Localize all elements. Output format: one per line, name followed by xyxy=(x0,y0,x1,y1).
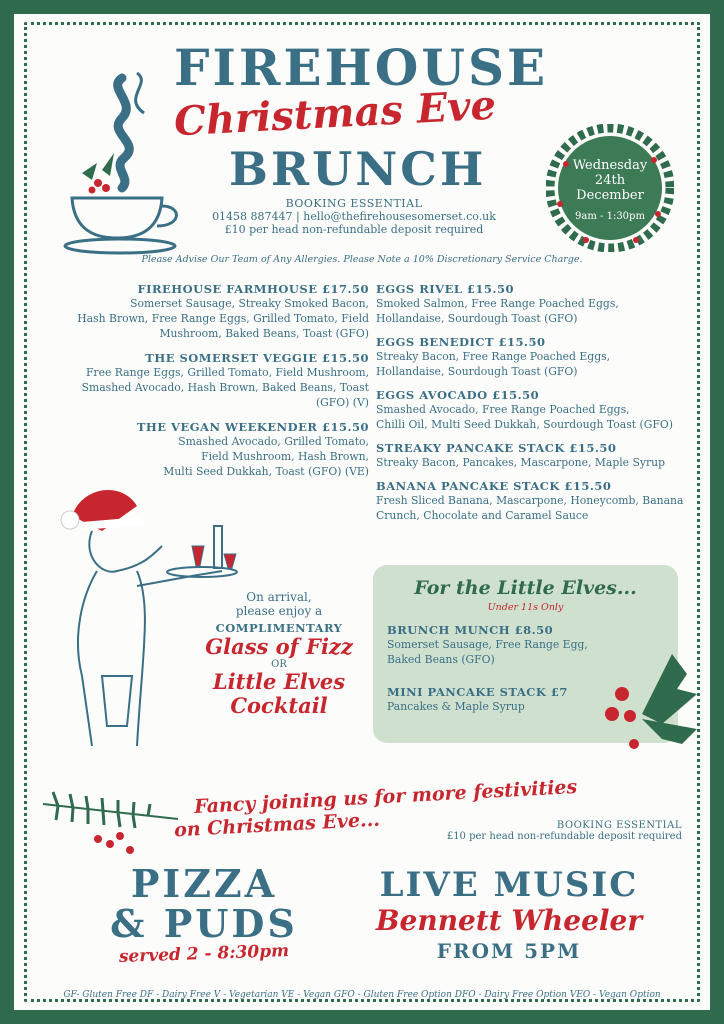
menu-item-desc: Somerset Sausage, Streaky Smoked Bacon, xyxy=(130,297,369,310)
menu-item-desc: Multi Seed Dukkah, Toast (GFO) (VE) xyxy=(163,465,369,478)
menu-item-desc: Field Mushroom, Hash Brown, xyxy=(201,450,369,463)
menu-poster xyxy=(14,14,710,1010)
music-from: FROM 5PM xyxy=(436,939,582,963)
elves-subtitle: Under 11s Only xyxy=(487,602,564,613)
menu-item xyxy=(54,420,369,479)
title-brunch: BRUNCH xyxy=(229,142,487,196)
festivities-line1: Fancy joining us for more festivities xyxy=(193,775,578,819)
arrival-or: OR xyxy=(271,659,287,670)
puds-title: & PUDS xyxy=(110,901,298,946)
menu-item xyxy=(376,335,706,379)
menu-item-desc: Fresh Sliced Banana, Mascarpone, Honeycomb, Banana xyxy=(376,494,684,507)
arrival-cocktail1: Little Elves xyxy=(212,669,346,694)
menu-item-desc: Smashed Avocado, Hash Brown, Baked Beans, Toast xyxy=(81,381,369,394)
title-firehouse: FIREHOUSE xyxy=(174,38,549,97)
badge-day: Wednesday xyxy=(572,158,648,173)
arrival-line2: please enjoy a xyxy=(235,604,323,618)
title-christmas-eve: Christmas Eve xyxy=(172,81,498,146)
menu-item-desc: Hollandaise, Sourdough Toast (GFO) xyxy=(376,365,578,378)
menu-item-desc: Crunch, Chocolate and Caramel Sauce xyxy=(376,509,589,522)
menu-item-desc: Mushroom, Baked Beans, Toast (GFO) xyxy=(159,327,369,340)
menu-item-desc: Smashed Avocado, Free Range Poached Eggs, xyxy=(376,403,630,416)
pine-branch-icon xyxy=(38,784,188,864)
menu-item xyxy=(376,388,706,432)
holly-icon xyxy=(602,634,702,764)
menu-item-title: FIREHOUSE FARMHOUSE £17.50 xyxy=(137,282,369,296)
menu-item xyxy=(54,351,369,410)
menu-item-title: THE VEGAN WEEKENDER £15.50 xyxy=(136,420,369,434)
date-badge xyxy=(546,124,674,252)
menu-item-desc: Free Range Eggs, Grilled Tomato, Field Mushroom, xyxy=(85,366,369,379)
festivities-line2: on Christmas Eve... xyxy=(173,808,381,842)
arrival-cocktail2: Cocktail xyxy=(230,693,328,718)
menu-item-desc: Hollandaise, Sourdough Toast (GFO) xyxy=(376,312,578,325)
menu-item-title: MINI PANCAKE STACK £7 xyxy=(387,685,568,699)
booking-essential: BOOKING ESSENTIAL xyxy=(285,197,423,210)
music-artist: Bennett Wheeler xyxy=(375,904,643,937)
menu-item-title: THE SOMERSET VEGGIE £15.50 xyxy=(145,351,369,365)
menu-item-desc: Chilli Oil, Multi Seed Dukkah, Sourdough Toast (GFO) xyxy=(376,418,673,431)
coffee-cup-icon xyxy=(52,58,192,258)
menu-item-title: BRUNCH MUNCH £8.50 xyxy=(387,623,554,637)
pizza-title: PIZZA xyxy=(130,861,278,906)
festivities-deposit: £10 per head non-refundable deposit required xyxy=(446,831,682,842)
badge-month: December xyxy=(576,188,644,203)
menu-item-desc: Smashed Avocado, Grilled Tomato, xyxy=(178,435,369,448)
menu-item-desc: Smoked Salmon, Free Range Poached Eggs, xyxy=(376,297,619,310)
menu-item-desc: Pancakes & Maple Syrup xyxy=(387,700,525,713)
badge-date: 24th xyxy=(594,173,626,188)
menu-item xyxy=(376,282,706,326)
arrival-line1: On arrival, xyxy=(246,590,312,604)
menu-item-title: EGGS RIVEL £15.50 xyxy=(376,282,514,296)
menu-item xyxy=(376,479,706,523)
menu-item xyxy=(387,685,607,714)
dietary-legend: GF- Gluten Free DF - Dairy Free V - Vegetarian VE - Vegan GFO - Gluten Free Option DFO - Dairy Free Option VEO - Vegan Option xyxy=(63,990,661,1000)
arrival-fizz: Glass of Fizz xyxy=(205,634,353,659)
menu-item xyxy=(54,282,369,341)
live-music-title: LIVE MUSIC xyxy=(379,865,639,905)
arrival-complimentary: COMPLIMENTARY xyxy=(215,621,343,635)
menu-left-column xyxy=(54,282,369,479)
menu-item xyxy=(387,623,607,667)
menu-item-title: BANANA PANCAKE STACK £15.50 xyxy=(376,479,612,493)
menu-item-desc: Streaky Bacon, Pancakes, Mascarpone, Maple Syrup xyxy=(376,456,666,469)
menu-item-title: EGGS AVOCADO £15.50 xyxy=(376,388,540,402)
badge-time: 9am - 1:30pm xyxy=(575,211,645,222)
menu-item xyxy=(376,441,706,470)
menu-item-title: EGGS BENEDICT £15.50 xyxy=(376,335,546,349)
menu-right-column xyxy=(376,282,706,523)
deposit-info: £10 per head non-refundable deposit required xyxy=(224,223,484,236)
menu-item-desc: Hash Brown, Free Range Eggs, Grilled Tomato, Field xyxy=(77,312,369,325)
elves-title: For the Little Elves... xyxy=(414,577,637,599)
menu-item-desc: Streaky Bacon, Free Range Poached Eggs, xyxy=(376,350,611,363)
menu-item-desc: Baked Beans (GFO) xyxy=(387,653,495,666)
contact-info: 01458 887447 | hello@thefirehousesomerset.co.uk xyxy=(212,210,496,223)
pizza-served: served 2 - 8:30pm xyxy=(118,941,290,967)
menu-item-title: STREAKY PANCAKE STACK £15.50 xyxy=(376,441,617,455)
allergy-note: Please Advise Our Team of Any Allergies. Please Note a 10% Discretionary Service Charge. xyxy=(141,254,583,265)
menu-item-desc: (GFO) (V) xyxy=(315,396,369,409)
festivities-booking: BOOKING ESSENTIAL xyxy=(556,820,682,831)
menu-item-desc: Somerset Sausage, Free Range Egg, xyxy=(387,638,588,651)
